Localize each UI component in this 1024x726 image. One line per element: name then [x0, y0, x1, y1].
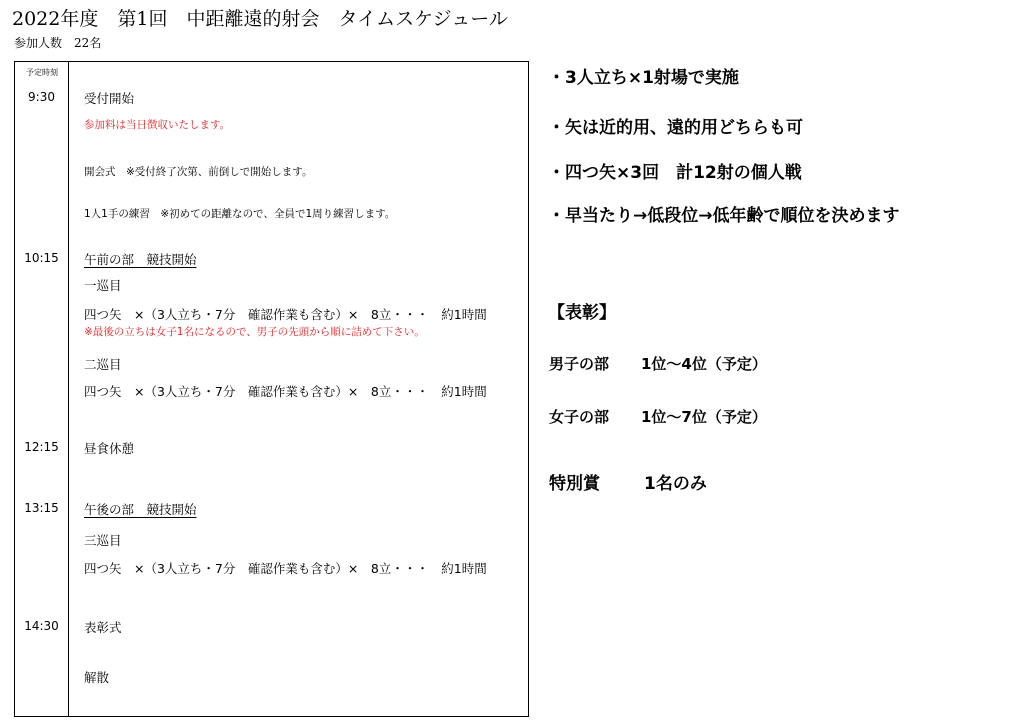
event-round-1: 一巡目 — [84, 278, 122, 293]
award-men — [549, 353, 767, 374]
award-women-label: 女子の部 — [549, 408, 610, 426]
time-column-header: 予定時刻 — [26, 68, 58, 77]
event-opening-ceremony: 開会式 ※受付終了次第、前倒しで開始します。 — [84, 166, 313, 178]
time-1430: 14:30 — [24, 619, 59, 633]
time-0930: 9:30 — [28, 90, 55, 104]
event-reception-start: 受付開始 — [84, 91, 135, 106]
award-women — [549, 406, 767, 427]
event-afternoon-session: 午後の部 競技開始 — [84, 502, 197, 517]
event-fee-note: 参加料は当日徴収いたします。 — [84, 119, 231, 131]
event-practice: 1人1手の練習 ※初めての距離なので、全員で1周り練習します。 — [84, 208, 396, 220]
event-round-3-detail: 四つ矢 ×（3人立ち・7分 確認作業も含む）× 8立・・・ 約1時間 — [84, 561, 487, 576]
event-round-2: 二巡目 — [84, 357, 122, 372]
event-lunch: 昼食休憩 — [84, 441, 135, 456]
page-title: 2022年度 第1回 中距離遠的射会 タイムスケジュール — [12, 8, 508, 30]
award-special — [549, 469, 707, 494]
award-women-places: 1位～7位（予定） — [641, 408, 767, 426]
award-men-label: 男子の部 — [549, 355, 610, 373]
note-arrows: ・矢は近的用、遠的用どちらも可 — [548, 118, 803, 138]
time-column-divider — [68, 62, 69, 716]
award-men-places: 1位～4位（予定） — [641, 355, 767, 373]
participant-count: 参加人数 22名 — [14, 36, 102, 50]
note-ranking: ・早当たり→低段位→低年齢で順位を決めます — [548, 206, 900, 226]
time-1315: 13:15 — [24, 501, 59, 515]
award-special-places: 1名のみ — [644, 474, 707, 494]
award-special-label: 特別賞 — [549, 474, 600, 494]
event-award-ceremony: 表彰式 — [84, 620, 122, 635]
event-dismissal: 解散 — [84, 670, 110, 685]
schedule-table — [14, 61, 529, 717]
event-round-2-detail: 四つ矢 ×（3人立ち・7分 確認作業も含む）× 8立・・・ 約1時間 — [84, 384, 487, 399]
note-shooting-format: ・3人立ち×1射場で実施 — [548, 68, 739, 88]
event-round-1-detail: 四つ矢 ×（3人立ち・7分 確認作業も含む）× 8立・・・ 約1時間 — [84, 307, 487, 322]
time-1215: 12:15 — [24, 440, 59, 454]
time-1015: 10:15 — [24, 251, 59, 265]
event-round-1-note: ※最後の立ちは女子1名になるので、男子の先頭から順に詰めて下さい。 — [84, 326, 425, 338]
event-morning-session: 午前の部 競技開始 — [84, 252, 197, 267]
note-competition: ・四つ矢×3回 計12射の個人戦 — [548, 163, 802, 183]
event-round-3: 三巡目 — [84, 533, 122, 548]
awards-heading: 【表彰】 — [548, 303, 616, 323]
